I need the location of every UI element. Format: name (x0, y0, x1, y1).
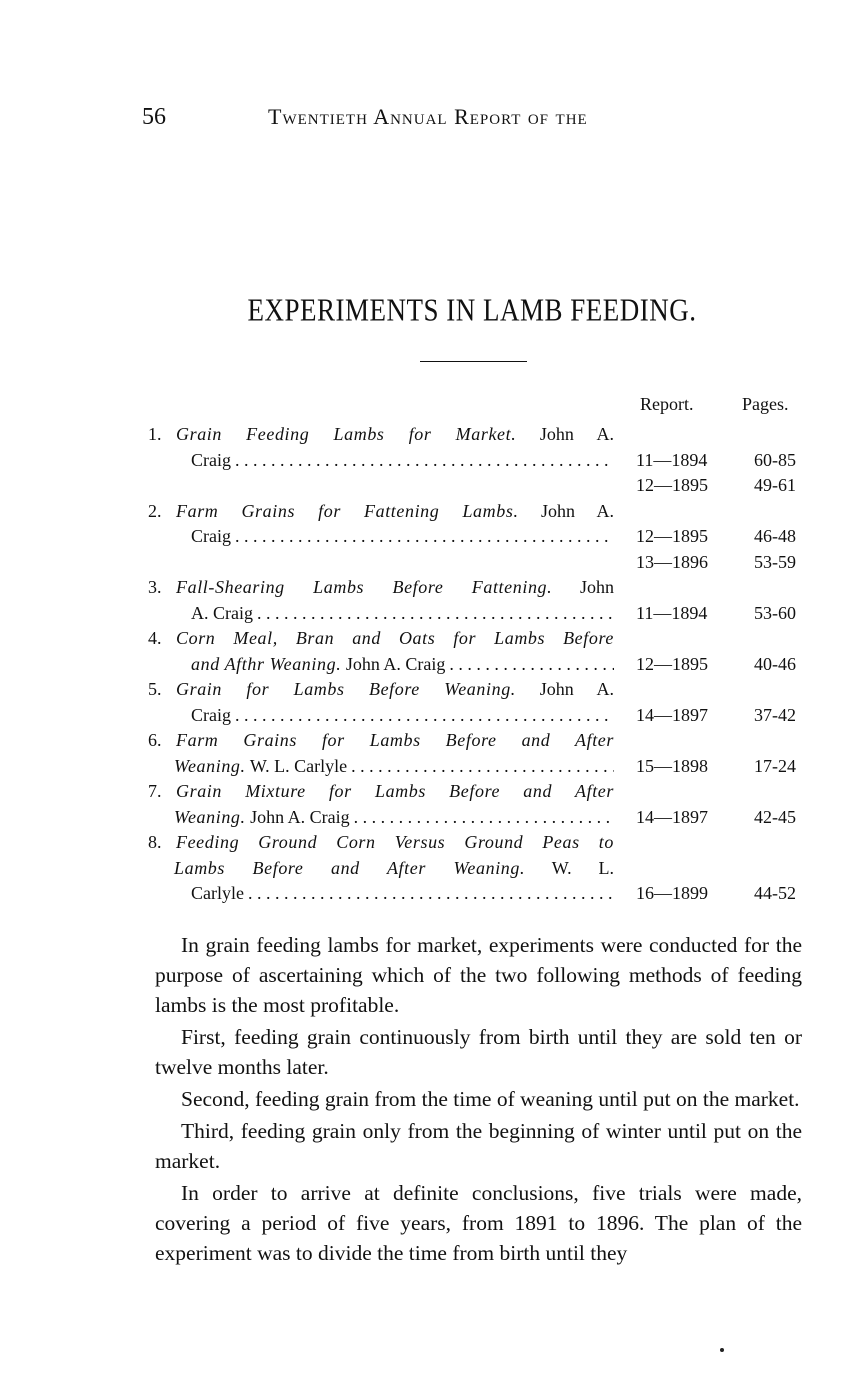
pages-ref: 53-59 (754, 551, 796, 572)
paragraph: First, feeding grain continuously from birth until they are sold ten or twelve months later. (155, 1025, 802, 1079)
report-ref: 14—1897 (636, 806, 708, 827)
report-ref: 12—1895 (636, 653, 708, 674)
entry-author: A. Craig (191, 602, 253, 623)
entry-author: W. L. (551, 857, 614, 878)
entry-number: 6. (148, 730, 162, 750)
report-ref: 11—1894 (636, 449, 708, 470)
running-head: Twentieth Annual Report of the (268, 104, 588, 129)
report-ref: 15—1898 (636, 755, 708, 776)
experiments-list (148, 422, 808, 907)
entry-title: Corn Meal, Bran and Oats for Lambs Before (176, 628, 614, 648)
entry-author: Craig (191, 704, 231, 725)
column-head-report: Report. (640, 394, 694, 414)
dot-leader (235, 448, 614, 474)
list-item-cont (148, 652, 808, 678)
dot-leader (235, 524, 614, 550)
report-ref: 12—1895 (636, 475, 708, 495)
dot-leader (235, 703, 614, 729)
pages-ref: 53-60 (754, 602, 796, 623)
list-item-cont (148, 550, 808, 576)
entry-number: 1. (148, 424, 162, 444)
entry-title: Weaning. (174, 755, 246, 776)
entry-title: Fall-Shearing Lambs Before Fattening. (176, 577, 553, 597)
dot-leader (354, 805, 614, 831)
list-item-cont (148, 601, 808, 627)
ink-speck (720, 1348, 724, 1352)
report-ref: 14—1897 (636, 704, 708, 725)
entry-title: Lambs Before and After Weaning. (174, 857, 526, 878)
list-item (148, 422, 808, 448)
pages-ref: 60-85 (754, 449, 796, 470)
list-item-cont (148, 805, 808, 831)
entry-author: John A. (539, 424, 614, 444)
pages-ref: 40-46 (754, 653, 796, 674)
list-item-cont (148, 524, 808, 550)
entry-title: Farm Grains for Lambs Before and After (176, 730, 614, 750)
list-item (148, 626, 808, 652)
entry-title: Grain for Lambs Before Weaning. (176, 679, 516, 699)
entry-author: John (580, 577, 615, 597)
entry-author: Carlyle (191, 883, 244, 903)
list-item-cont (148, 856, 808, 882)
paragraph: Second, feeding grain from the time of weaning until put on the market. (181, 1087, 800, 1111)
report-ref: 13—1896 (636, 551, 708, 572)
pages-ref: 44-52 (754, 883, 796, 903)
dot-leader (351, 754, 614, 780)
body-text (155, 930, 802, 1268)
report-ref: 16—1899 (636, 883, 708, 903)
pages-ref: 46-48 (754, 526, 796, 546)
entry-number: 5. (148, 679, 162, 699)
entry-number: 7. (148, 781, 162, 801)
list-item (148, 779, 808, 805)
list-item-cont (148, 754, 808, 780)
entry-author: Craig (191, 449, 231, 470)
list-item-cont (148, 473, 808, 499)
dot-leader (248, 881, 614, 907)
entry-number: 3. (148, 577, 162, 597)
dot-leader (257, 601, 614, 627)
entry-author: John A. (541, 500, 615, 521)
entry-title: Grain Mixture for Lambs Before and After (176, 781, 614, 801)
entry-number: 4. (148, 628, 162, 648)
pages-ref: 17-24 (754, 755, 796, 776)
list-item-cont (148, 448, 808, 474)
paragraph: In grain feeding lambs for market, experiments were conducted for the purpose of ascertaining which of the two following methods of feeding lambs is the most profitable. (155, 933, 802, 1017)
dot-leader (449, 652, 614, 678)
entry-author: John A. (539, 679, 614, 699)
entry-author: John A. Craig (250, 806, 350, 827)
list-item-cont (148, 881, 808, 907)
column-head-pages: Pages. (742, 394, 789, 414)
list-item (148, 499, 808, 525)
page-title: EXPERIMENTS IN LAMB FEEDING. (247, 292, 697, 328)
report-ref: 11—1894 (636, 602, 708, 623)
pages-ref: 37-42 (754, 704, 796, 725)
report-ref: 12—1895 (636, 526, 708, 546)
entry-number: 2. (148, 500, 162, 521)
entry-author: Craig (191, 526, 231, 546)
list-item (148, 830, 808, 856)
entry-author: John A. Craig (345, 653, 446, 674)
paragraph: Third, feeding grain only from the beginning of winter until put on the market. (155, 1119, 802, 1173)
entry-title: Weaning. (174, 806, 246, 827)
entry-number: 8. (148, 832, 162, 852)
pages-ref: 49-61 (754, 475, 796, 495)
entry-author: W. L. Carlyle (249, 755, 348, 776)
list-item (148, 677, 808, 703)
paragraph: In order to arrive at definite conclusions, five trials were made, covering a period of five years, from 1891 to 1896. The plan of the experiment was to divide the time from birth until they (155, 1181, 802, 1265)
list-item (148, 728, 808, 754)
entry-title: Grain Feeding Lambs for Market. (176, 424, 517, 444)
entry-title: and Afthr Weaning. (191, 653, 342, 674)
list-item-cont (148, 703, 808, 729)
title-rule (420, 361, 527, 362)
entry-title: Farm Grains for Fattening Lambs. (176, 500, 519, 521)
entry-title: Feeding Ground Corn Versus Ground Peas to (176, 832, 614, 852)
page-number: 56 (142, 104, 166, 130)
pages-ref: 42-45 (754, 806, 796, 827)
list-item (148, 575, 808, 601)
